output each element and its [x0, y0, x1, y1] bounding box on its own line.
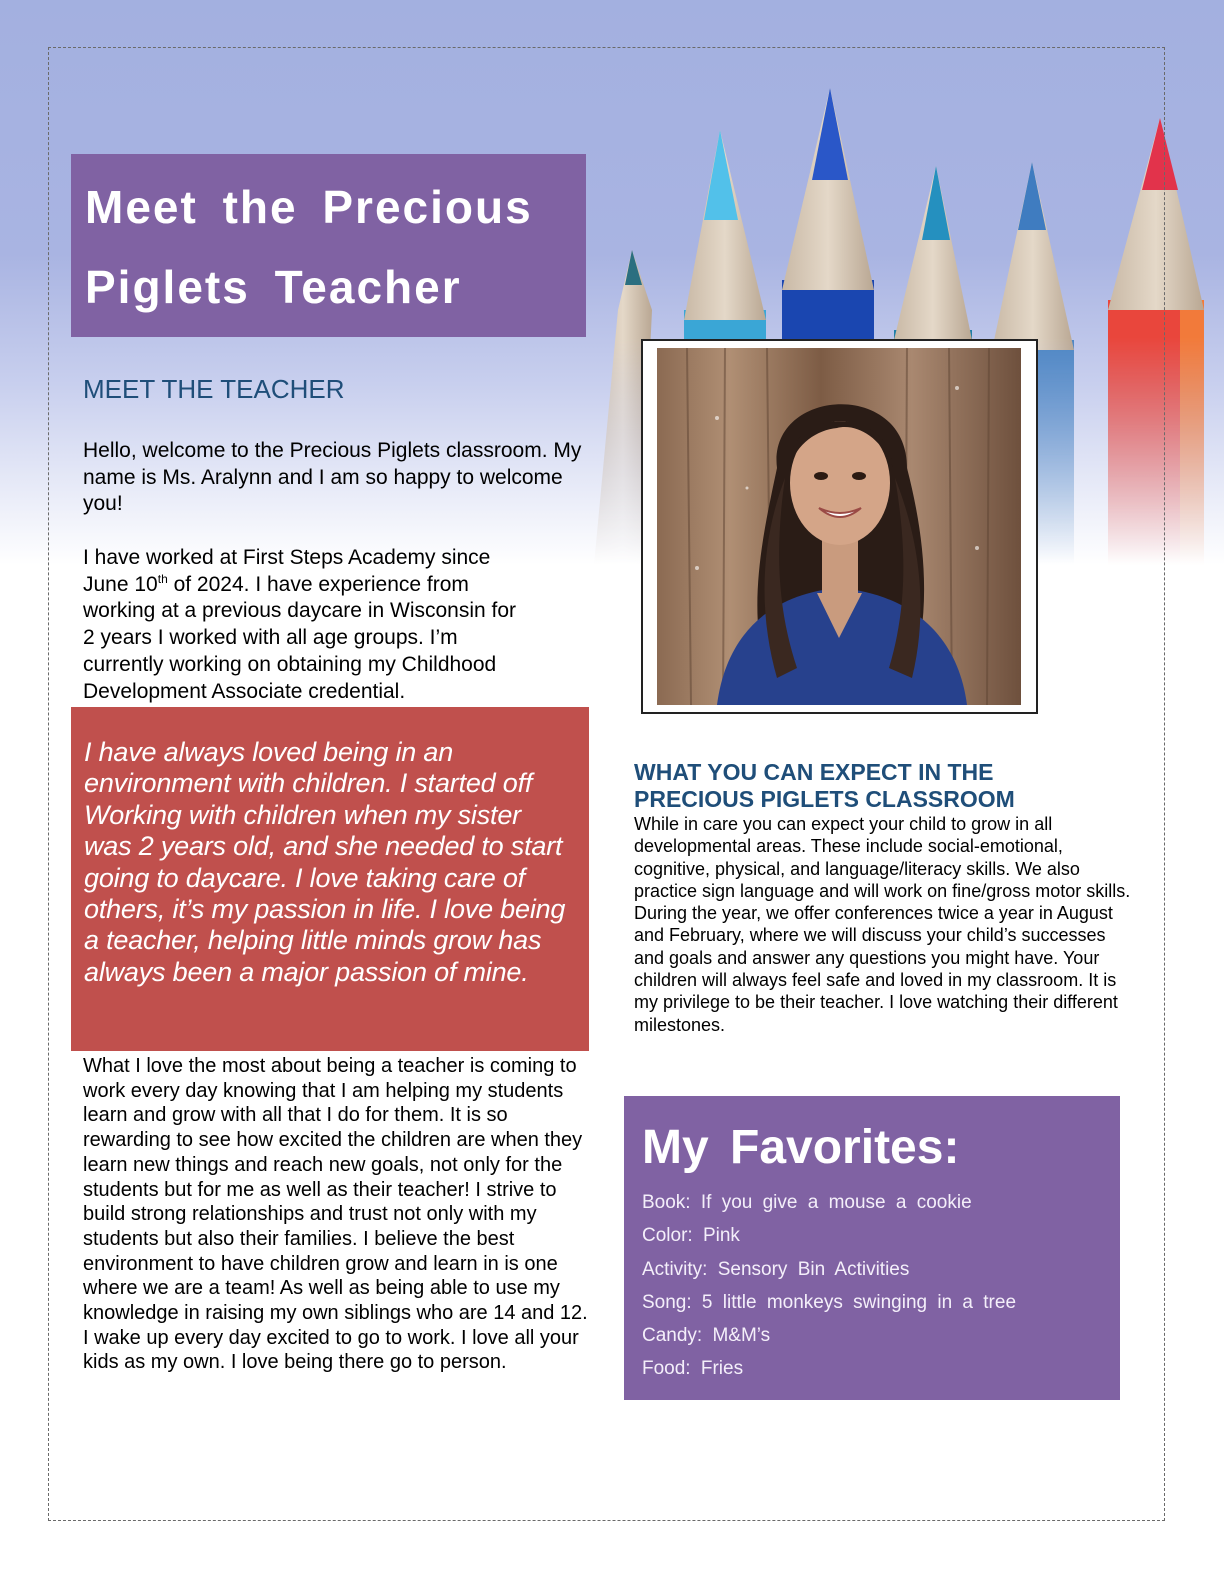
favorite-item-activity: Activity: Sensory Bin Activities	[642, 1258, 910, 1280]
expect-paragraph: While in care you can expect your child to grow in all developmental areas. These include social-emotional, cognitive, physical, and language/literacy skills. We also practice sign language and will work on fine/gross motor skills. During the year, we offer conferences twice a year in August and February, where we will discuss your child’s successes and goals and answer any questions you might have. Your children will always feel safe and loved in my classroom. It is my privilege to be their teacher. I love watching their different milestones.	[634, 814, 1131, 1035]
teacher-photo-frame	[641, 339, 1038, 714]
favorite-item-candy: Candy: M&M’s	[642, 1325, 771, 1347]
favorites-title: My Favorites:	[642, 1121, 960, 1174]
favorite-item-food: Food: Fries	[642, 1358, 744, 1380]
bio-line: working at a previous daycare in Wisconsin for	[83, 599, 517, 623]
favorite-item-color: Color: Pink	[642, 1225, 740, 1247]
bio-paragraph	[83, 545, 588, 705]
title-line-1: Meet the Precious	[85, 181, 533, 233]
bio-line: currently working on obtaining my Childhood	[83, 652, 497, 676]
favorites-list	[642, 1192, 1016, 1392]
meet-the-teacher-heading: MEET THE TEACHER	[83, 374, 345, 404]
bio-line: Development Associate credential.	[83, 679, 406, 703]
bio-line: June 10th of 2024. I have experience from	[83, 571, 469, 596]
love-paragraph: What I love the most about being a teacher is coming to work every day knowing that I am helping my students learn and grow with all that I do for them. It is so rewarding to see how excited the children are when they learn new things and reach new goals, not only for the students but for me as well as their teacher! I strive to build strong relationships and trust not only with my students but also their families. I believe the best environment to have children grow and learn in is one where we are a team! As well as being able to use my knowledge in raising my own siblings who are 14 and 12. I wake up every day excited to go to work. I love all your kids as my own. I love being there go to person.	[83, 1055, 588, 1374]
title-banner	[71, 154, 586, 337]
quote-text: I have always loved being in an environment with children. I started off Working with children when my sister was 2 years old, and she needed to start going to daycare. I love taking care of others, it’s my passion in life. I love being a teacher, helping little minds grow has always been a major passion of mine.	[84, 737, 566, 987]
favorites-box	[624, 1096, 1120, 1400]
expect-heading: WHAT YOU CAN EXPECT IN THE PRECIOUS PIGLETS CLASSROOM	[634, 759, 1015, 812]
intro-paragraph: Hello, welcome to the Precious Piglets classroom. My name is Ms. Aralynn and I am so happy to welcome you!	[83, 439, 582, 516]
teacher-photo	[657, 348, 1021, 705]
favorite-item-song: Song: 5 little monkeys swinging in a tree	[642, 1291, 1017, 1313]
quote-box	[71, 707, 589, 1051]
bio-line: 2 years I worked with all age groups. I’m	[83, 626, 458, 650]
ordinal-suffix: th	[157, 571, 168, 586]
title-line-2: Piglets Teacher	[85, 261, 462, 313]
bio-line: I have worked at First Steps Academy since	[83, 546, 491, 569]
favorite-item-book: Book: If you give a mouse a cookie	[642, 1192, 972, 1213]
